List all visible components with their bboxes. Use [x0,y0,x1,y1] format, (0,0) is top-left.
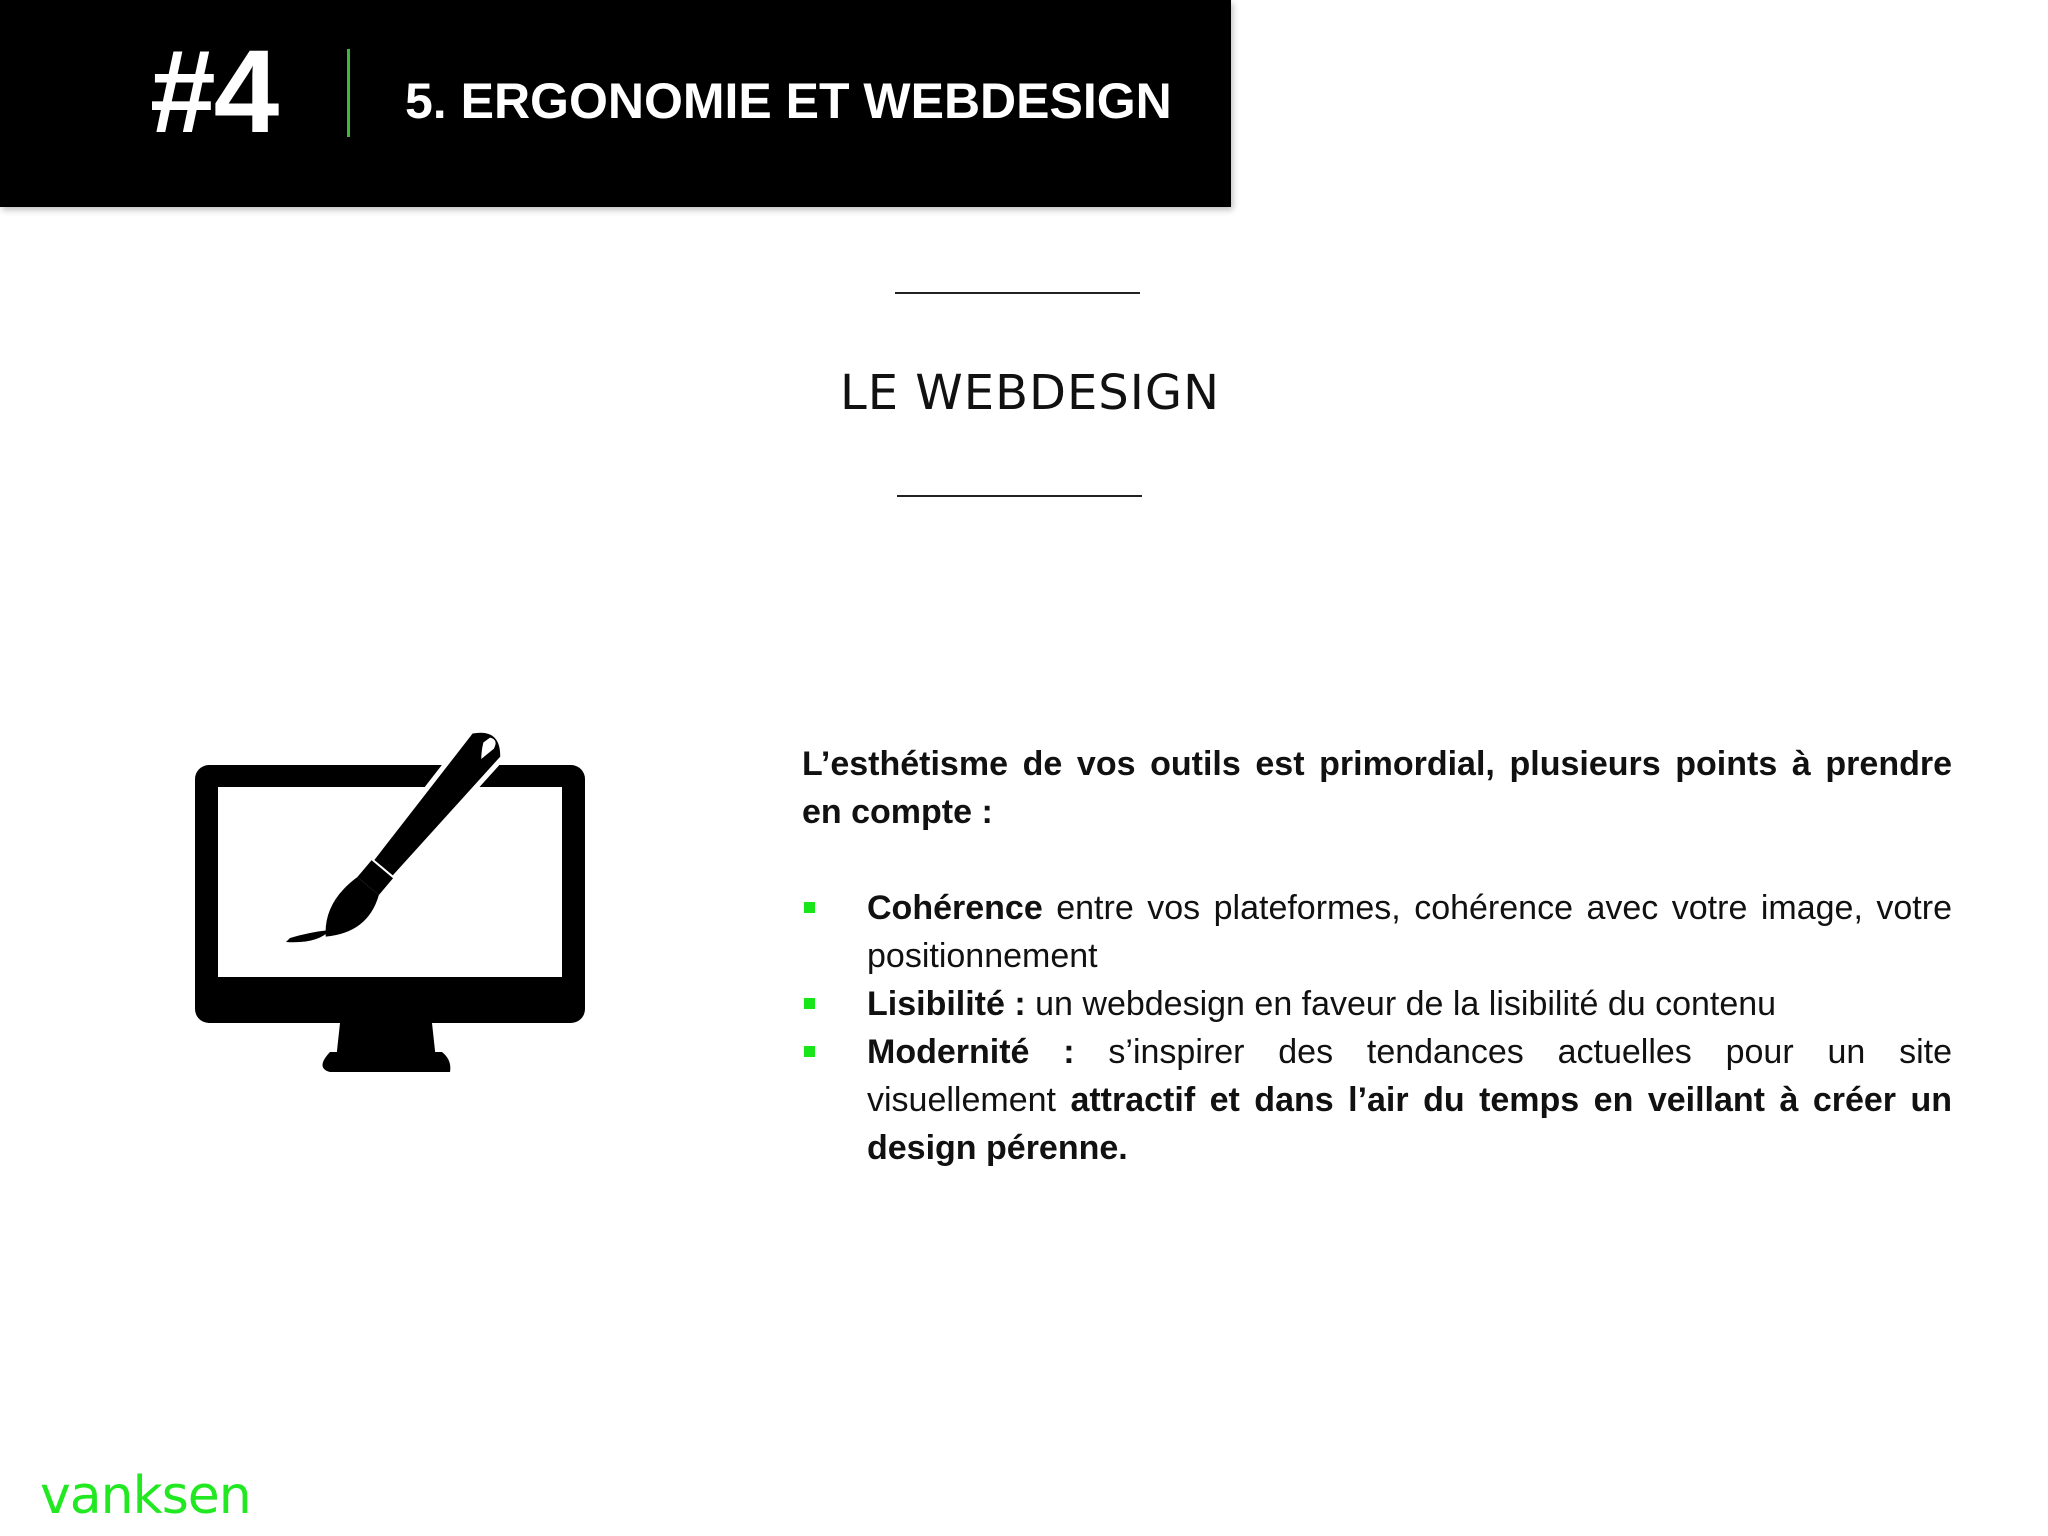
bullet-text: un webdesign en faveur de la lisibilité du contenu [1025,985,1777,1023]
header-divider [347,49,350,137]
monitor-paintbrush-icon [190,700,590,1090]
bullet-text: entre vos plateformes, cohérence avec votre image, votre positionnement [867,889,1952,975]
header-bar [0,0,1231,207]
section-title: LE WEBDESIGN [839,365,1221,421]
bullet-term: Lisibilité : [867,985,1026,1023]
content-block [802,740,1952,1172]
section-rule-bottom [897,495,1142,497]
bullet-list [802,884,1952,1172]
list-item [802,1028,1952,1172]
bullet-text: s’inspirer des tendances actuelles pour un site visuellement [867,1033,1952,1119]
bullet-strong-tail: attractif et dans l’air du temps en veillant à créer un design pérenne. [867,1081,1953,1167]
list-item [802,980,1952,1028]
section-rule-top [895,292,1140,294]
bullet-square-icon [804,1046,815,1057]
bullet-term: Modernité : [867,1033,1075,1071]
bullet-term: Cohérence [867,889,1043,927]
header-title: 5. ERGONOMIE ET WEBDESIGN [405,73,1172,129]
list-item [802,884,1952,980]
intro-text: L’esthétisme de vos outils est primordial, plusieurs points à prendre en compte : [802,745,1952,831]
bullet-square-icon [804,902,815,913]
bullet-square-icon [804,998,815,1009]
slide-number: #4 [150,26,278,158]
vanksen-logo: vanksen [40,1466,251,1526]
